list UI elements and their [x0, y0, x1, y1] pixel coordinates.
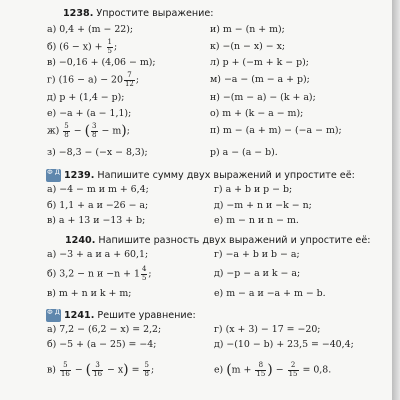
item-letter: п)	[210, 125, 223, 136]
parenthesis: (	[85, 362, 92, 378]
page-edge	[392, 0, 400, 400]
exercise-item	[47, 123, 130, 140]
exercise-item	[47, 322, 161, 338]
exercise-number: 1240.	[65, 235, 96, 246]
exercise-item	[214, 198, 312, 214]
exercise-row	[0, 90, 392, 106]
group-work-icon: Ф Д	[46, 169, 61, 182]
expression-text: 3,2 − n и −n + 1	[59, 268, 140, 280]
fraction	[124, 72, 135, 88]
numerator: 5	[64, 122, 69, 130]
expression-text: − x	[104, 364, 124, 376]
item-letter: а)	[47, 324, 60, 335]
exercise-title: Напишите сумму двух выражений и упростите её:	[97, 170, 355, 181]
exercise-item	[47, 266, 152, 283]
denominator: 8	[92, 130, 97, 139]
expression-text: ;	[126, 125, 130, 137]
fraction	[255, 362, 266, 378]
exercise-row	[0, 198, 392, 214]
item-letter: в)	[47, 288, 59, 299]
item-letter: в)	[47, 364, 59, 376]
exercise-item	[47, 145, 148, 161]
expression-text: −3 + a и a + 60,1;	[59, 249, 149, 260]
exercise-number: 1241.	[64, 310, 95, 321]
exercise-title: Напишите разность двух выражений и упростите её:	[98, 235, 371, 246]
numerator: 5	[144, 361, 149, 369]
expression-text: −8,3 − (−x − 8,3);	[58, 147, 148, 158]
exercise-row	[0, 145, 392, 161]
exercise-number: 1238.	[63, 8, 94, 19]
item-letter: г)	[214, 184, 226, 195]
fraction	[92, 362, 103, 378]
item-letter: д)	[214, 200, 227, 211]
item-letter: е)	[214, 215, 227, 226]
item-letter: и)	[210, 24, 223, 35]
expression-text: =	[128, 364, 143, 376]
expression-text: −(m − a) − (k + a);	[222, 92, 316, 103]
expression-text: 0,4 + (m − 22);	[59, 24, 134, 35]
numerator: 1	[107, 38, 112, 46]
expression-text: ;	[148, 268, 152, 280]
item-letter: г)	[214, 249, 226, 260]
exercise-item	[210, 106, 303, 122]
exercise-item	[47, 247, 148, 263]
exercise-item	[210, 123, 342, 139]
fraction	[288, 362, 299, 378]
exercise-row	[0, 266, 392, 282]
expression-text: −	[70, 125, 85, 137]
exercise-item	[214, 286, 326, 302]
expression-text: −a + (a − 1,1);	[59, 108, 132, 119]
exercise-item	[47, 286, 131, 302]
expression-text: m − (n + m);	[222, 24, 285, 35]
denominator: 5	[107, 46, 112, 55]
item-letter: в)	[47, 215, 59, 226]
item-letter: е)	[47, 108, 60, 119]
fraction	[107, 39, 113, 55]
exercise-item	[210, 55, 309, 71]
parenthesis: )	[123, 362, 129, 378]
expression-text: m + n и k + m;	[58, 288, 132, 299]
expression-text: − m	[98, 125, 122, 137]
expression-text: −a + b и b − a;	[225, 249, 300, 260]
numerator: 7	[124, 72, 135, 81]
exercise-row	[0, 362, 392, 378]
numerator: 8	[255, 362, 266, 371]
expression-text: −p − a и k − a;	[226, 268, 301, 279]
item-letter: к)	[210, 41, 223, 52]
exercise-item	[214, 337, 354, 353]
exercise-item	[210, 145, 278, 161]
denominator: 16	[60, 369, 70, 378]
exercise-item	[47, 39, 117, 56]
item-letter: б)	[47, 268, 60, 280]
exercise-row	[0, 213, 392, 229]
expression-text: −5 + (a − 25) = −4;	[59, 339, 157, 350]
exercise-item	[47, 337, 156, 353]
expression-text: 1,1 + a и −26 − a;	[59, 200, 149, 211]
denominator: 15	[256, 369, 266, 378]
expression-text: p + (−m + k − p);	[222, 57, 309, 68]
item-letter: а)	[47, 24, 60, 35]
item-letter: д)	[214, 268, 227, 279]
exercise-item	[210, 90, 316, 106]
denominator: 12	[124, 79, 134, 88]
denominator: 8	[144, 369, 149, 378]
item-letter: д)	[214, 339, 227, 350]
item-letter: м)	[210, 74, 224, 85]
expression-text: ;	[150, 364, 155, 376]
denominator: 16	[93, 369, 103, 378]
denominator: 5	[141, 273, 147, 282]
exercise-item	[214, 322, 320, 338]
expression-text: ;	[113, 41, 118, 53]
exercise-row	[0, 286, 392, 302]
exercise-number: 1239.	[64, 170, 95, 181]
expression-text: ;	[135, 74, 140, 86]
item-letter: ж)	[47, 125, 63, 137]
fraction	[141, 266, 147, 282]
exercise-heading	[63, 8, 214, 19]
exercise-heading	[64, 310, 196, 321]
exercise-row	[0, 247, 392, 263]
exercise-item	[214, 213, 299, 229]
exercise-row	[0, 39, 392, 55]
exercise-item	[47, 198, 148, 214]
expression-text: −	[272, 364, 287, 376]
item-letter: е)	[214, 364, 227, 376]
expression-text: a − (a − b).	[222, 147, 278, 158]
expression-text: −	[71, 364, 86, 376]
exercise-row	[0, 72, 392, 88]
exercise-heading	[65, 235, 370, 246]
exercise-item	[214, 182, 292, 198]
expression-text: −m + n и −k − n;	[226, 200, 312, 211]
exercise-item	[47, 213, 145, 229]
parenthesis: (	[226, 362, 232, 378]
expression-text: (16 − a) − 20	[58, 74, 123, 86]
exercise-item	[214, 362, 331, 379]
group-work-icon: Ф Д	[46, 309, 61, 322]
parenthesis: (	[84, 123, 91, 139]
expression-text: a + b и p − b;	[225, 184, 293, 195]
numerator: 2	[288, 362, 299, 371]
exercise-row	[0, 337, 392, 353]
fraction	[63, 123, 69, 139]
item-letter: д)	[47, 92, 60, 103]
numerator: 5	[60, 362, 71, 371]
numerator: 3	[92, 362, 103, 371]
exercise-item	[210, 72, 310, 88]
item-letter: б)	[47, 41, 60, 53]
expression-text: m − n и n − m.	[226, 215, 299, 226]
exercise-row	[0, 182, 392, 198]
item-letter: е)	[214, 288, 227, 299]
denominator: 8	[64, 130, 69, 139]
exercise-row	[0, 55, 392, 71]
expression-text: −4 − m и m + 6,4;	[59, 184, 149, 195]
item-letter: а)	[47, 184, 60, 195]
exercise-item	[210, 22, 285, 38]
expression-text: −a − (m − a + p);	[223, 74, 310, 85]
exercise-row	[0, 106, 392, 122]
expression-text: m − a и −a + m − b.	[226, 288, 326, 299]
item-letter: з)	[47, 147, 59, 158]
parenthesis: )	[267, 362, 273, 378]
item-letter: р)	[210, 147, 223, 158]
exercise-heading	[64, 170, 355, 181]
item-letter: в)	[47, 57, 59, 68]
numerator: 4	[141, 265, 147, 273]
item-letter: а)	[47, 249, 60, 260]
fraction	[91, 123, 97, 139]
expression-text: m − (a + m) − (−a − m);	[222, 125, 342, 136]
item-letter: г)	[214, 324, 226, 335]
exercise-item	[47, 182, 149, 198]
exercise-item	[47, 90, 124, 106]
expression-text: p + (1,4 − p);	[59, 92, 125, 103]
item-letter: б)	[47, 200, 60, 211]
fraction	[143, 362, 149, 378]
fraction	[60, 362, 71, 378]
expression-text: m +	[231, 364, 255, 376]
exercise-item	[214, 247, 300, 263]
exercise-title: Решите уравнение:	[97, 310, 196, 321]
exercise-item	[47, 362, 154, 379]
exercise-item	[47, 106, 131, 122]
item-letter: г)	[47, 74, 59, 86]
item-letter: о)	[210, 108, 223, 119]
expression-text: (6 − x) +	[59, 41, 106, 53]
expression-text: m + (k − a − m);	[222, 108, 304, 119]
numerator: 3	[92, 122, 97, 130]
exercise-item	[210, 39, 285, 55]
expression-text: 7,2 − (6,2 − x) = 2,2;	[59, 324, 162, 335]
expression-text: −(n − x) − x;	[222, 41, 286, 52]
exercise-item	[47, 72, 139, 89]
exercise-title: Упростите выражение:	[96, 8, 214, 19]
exercise-row	[0, 123, 392, 139]
exercise-item	[47, 22, 133, 38]
expression-text: (x + 3) − 17 = −20;	[225, 324, 321, 335]
item-letter: л)	[210, 57, 223, 68]
item-letter: б)	[47, 339, 60, 350]
exercise-row	[0, 322, 392, 338]
denominator: 15	[288, 369, 298, 378]
item-letter: н)	[210, 92, 223, 103]
exercise-row	[0, 22, 392, 38]
expression-text: −0,16 + (4,06 − m);	[58, 57, 156, 68]
expression-text: −(10 − b) + 23,5 = −40,4;	[226, 339, 354, 350]
exercise-item	[47, 55, 156, 71]
exercise-item	[214, 266, 300, 282]
expression-text: a + 13 и −13 + b;	[58, 215, 146, 226]
expression-text: = 0,8.	[299, 364, 332, 376]
parenthesis: )	[121, 123, 127, 139]
